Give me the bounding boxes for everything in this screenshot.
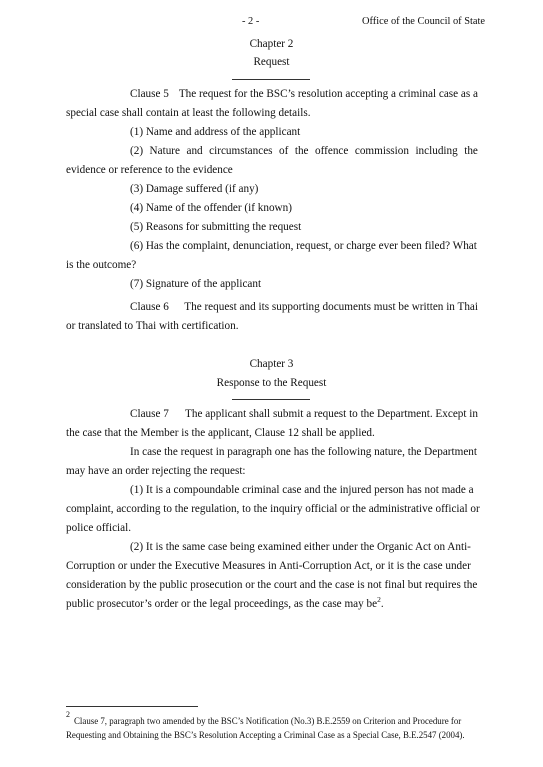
clause-7-item-2-line-4: public prosecutor’s order or the legal proceedings, as the case may $be^2$.	[66, 595, 384, 610]
clause-5-item-2-line-1: (2) Nature and circumstances of the offence commission including the	[130, 145, 478, 157]
clause-5-item-6-line-2: is the outcome?	[66, 259, 137, 271]
footnote-marker: 2	[66, 710, 70, 719]
clause-5-line-2: special case shall contain at least the following details.	[66, 107, 311, 119]
clause-6-line-2: or translated to Thai with certification.	[66, 320, 239, 332]
clause-7-item-2-line-3: consideration by the public prosecution or the court and the case is not final but requires the	[66, 579, 478, 591]
clause-7-item-2-line-2: Corruption or under the Executive Measures in Anti-Corruption Act, or it is the case under	[66, 560, 471, 572]
chapter-3-title: Chapter 3	[249, 358, 294, 370]
clause-5-item-5: (5) Reasons for submitting the request	[130, 221, 302, 233]
footnote-line-2: Requesting and Obtaining the BSC’s Resolution Accepting a Criminal Case as a Special Case, B.E.2547 (2004).	[66, 730, 465, 740]
page-header	[0, 16, 543, 30]
clause-6-line-1: Clause 6 The request and its supporting documents must be written in Thai	[130, 301, 478, 313]
clause-5-line-1: Clause 5 The request for the BSC’s resolution accepting a criminal case as a	[130, 88, 478, 100]
footnote-divider	[66, 706, 198, 707]
clause-7-item-1-line-3: police official.	[66, 522, 132, 534]
clause-7-line-2: the case that the Member is the applicant, Clause 12 shall be applied.	[66, 427, 375, 439]
office-name: Office of the Council of State	[362, 16, 486, 27]
clause-7-para-2-line-2: may have an order rejecting the request:	[66, 465, 246, 477]
clause-7-item-2-line-1: (2) It is the same case being examined either under the Organic Act on Anti-	[130, 541, 471, 553]
clause-5-item-2-line-2: evidence or reference to the evidence	[66, 164, 233, 176]
chapter-2-subtitle: Request	[253, 56, 290, 68]
clause-5-item-7: (7) Signature of the applicant	[130, 278, 262, 290]
clause-7-line-1: Clause 7 The applicant shall submit a request to the Department. Except in	[130, 408, 478, 420]
clause-7-item-1-line-1: (1) It is a compoundable criminal case and the injured person has not made a	[130, 484, 474, 496]
footnote-line-1: Clause 7, paragraph two amended by the BSC’s Notification (No.3) B.E.2559 on Criterion and Procedure for	[74, 716, 462, 726]
clause-5-item-3: (3) Damage suffered (if any)	[130, 183, 259, 195]
clause-5-item-1: (1) Name and address of the applicant	[130, 126, 301, 138]
clause-5-item-6-line-1: (6) Has the complaint, denunciation, request, or charge ever been filed? What	[130, 240, 477, 252]
clause-5-item-4: (4) Name of the offender (if known)	[130, 202, 292, 214]
chapter-3-divider	[232, 399, 310, 400]
clause-7-item-1-line-2: complaint, according to the regulation, to the inquiry official or the administrative official or	[66, 503, 480, 515]
chapter-3-subtitle: Response to the Request	[216, 377, 327, 389]
chapter-2-title: Chapter 2	[249, 38, 294, 50]
page-number: - 2 -	[242, 16, 260, 27]
clause-7-para-2-line-1: In case the request in paragraph one has the following nature, the Department	[130, 446, 477, 458]
footnote-reference[interactable]: 2	[377, 595, 381, 604]
chapter-2-divider	[232, 79, 310, 80]
